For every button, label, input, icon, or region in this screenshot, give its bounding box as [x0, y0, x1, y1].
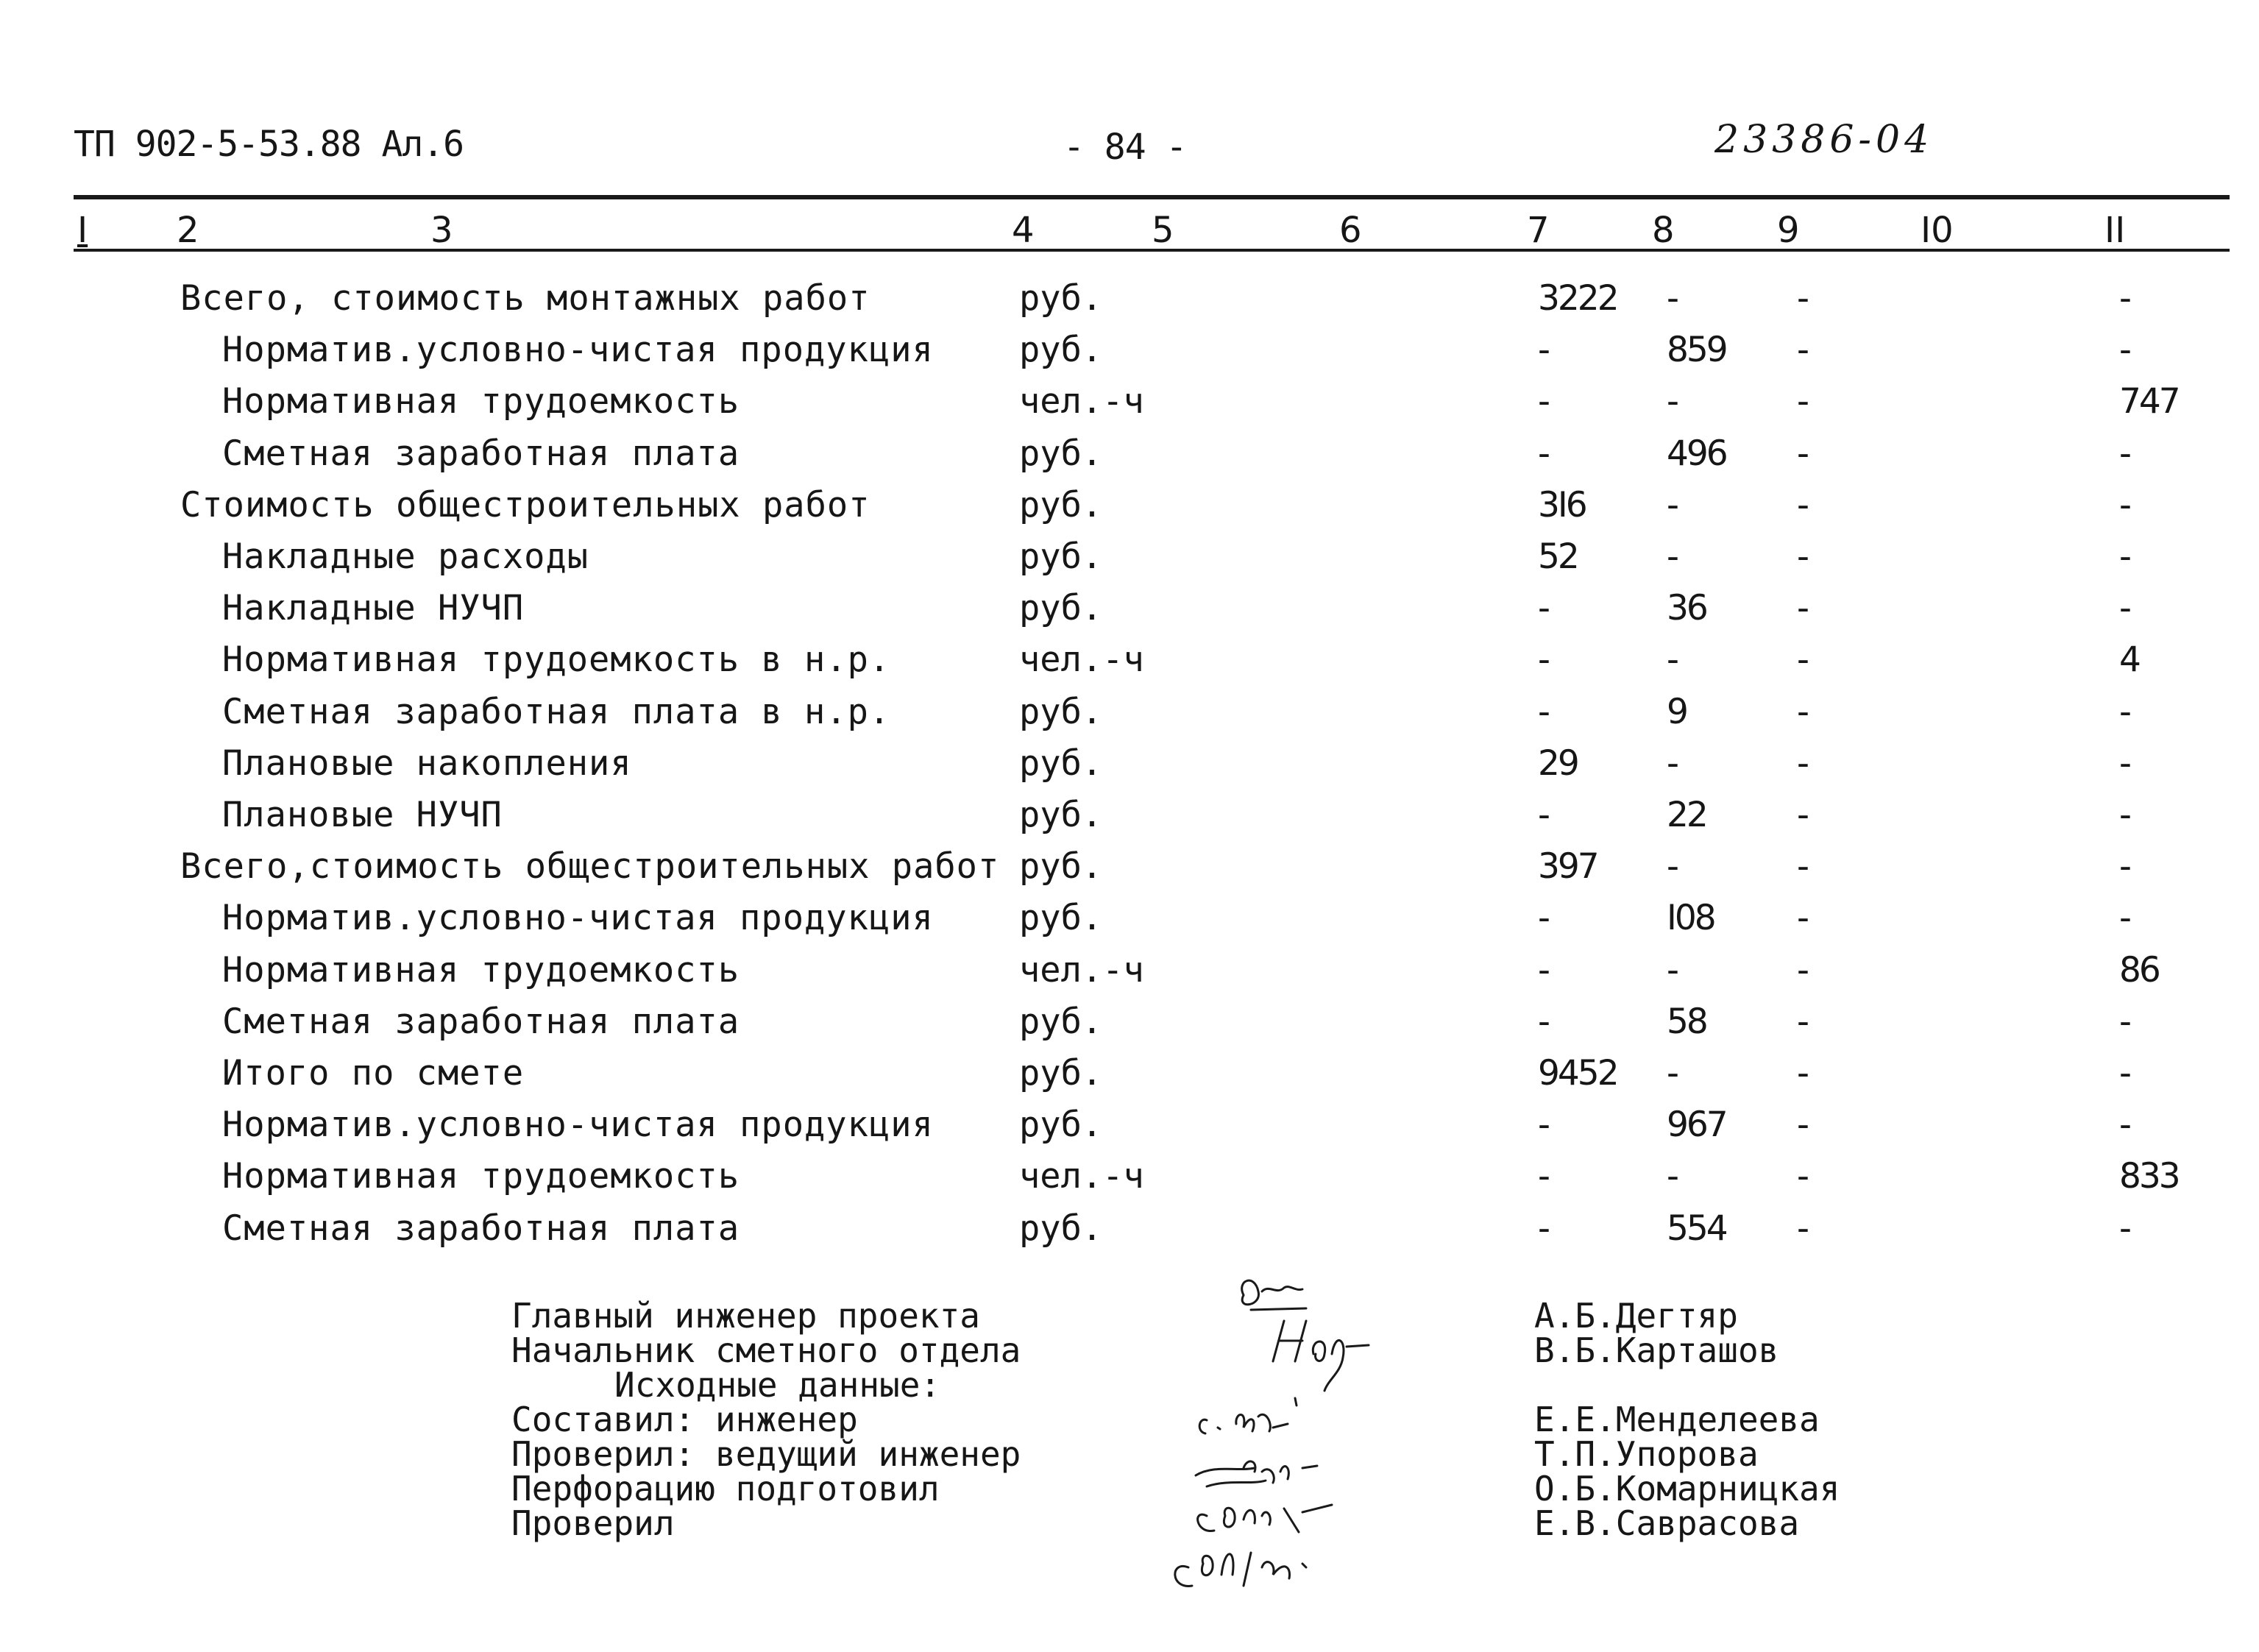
cell-col-7: -: [1538, 1105, 1548, 1146]
cell-col-11: -: [2119, 795, 2129, 835]
cell-col-8: -: [1667, 278, 1677, 319]
page-number: - 84 -: [1063, 127, 1187, 168]
cell-col-7: 52: [1538, 536, 1578, 577]
row-label: Нормативная трудоемкость в н.р.: [222, 639, 891, 681]
row-label: Плановые накопления: [222, 742, 632, 784]
row-unit: руб.: [1019, 742, 1103, 784]
column-number: I: [77, 210, 88, 251]
row-label: Накладные расходы: [222, 536, 589, 577]
cell-col-11: -: [2119, 433, 2129, 474]
row-label: Сметная заработная плата в н.р.: [222, 691, 891, 732]
row-unit: руб.: [1019, 278, 1103, 319]
column-number: 4: [1012, 210, 1035, 251]
compiled-name: Е.Е.Менделеева: [1534, 1400, 1820, 1439]
table-row: [0, 588, 2259, 639]
cell-col-7: 9452: [1538, 1053, 1617, 1093]
row-unit: руб.: [1019, 1105, 1103, 1146]
table-row: [0, 743, 2259, 795]
row-unit: руб.: [1019, 898, 1103, 939]
row-unit: руб.: [1019, 330, 1103, 371]
cell-col-7: -: [1538, 381, 1548, 422]
table-row: [0, 381, 2259, 433]
cell-col-9: -: [1797, 639, 1807, 681]
row-unit: руб.: [1019, 484, 1103, 525]
signature-names: [1534, 1296, 1840, 1543]
cell-col-11: -: [2119, 588, 2129, 629]
cell-col-9: -: [1797, 1156, 1807, 1197]
signature-labels: [511, 1296, 1021, 1543]
chief-engineer-label: Главный инженер проекта: [511, 1296, 980, 1336]
inventory-number: 23386-04: [1714, 118, 1934, 162]
cell-col-8: 22: [1667, 795, 1706, 835]
table-top-rule: [74, 195, 2230, 199]
cell-col-11: -: [2119, 846, 2129, 887]
cell-col-7: -: [1538, 639, 1548, 681]
cell-col-11: -: [2119, 691, 2129, 732]
cell-col-8: 859: [1667, 330, 1726, 371]
table-row: [0, 1105, 2259, 1156]
row-label: Итого по смете: [222, 1053, 525, 1093]
cell-col-8: -: [1667, 742, 1677, 784]
cell-col-9: -: [1797, 588, 1807, 629]
column-number: 9: [1777, 210, 1800, 251]
cell-col-7: -: [1538, 898, 1548, 939]
row-label: Стоимость общестроительных работ: [180, 484, 870, 525]
cell-col-7: -: [1538, 1156, 1548, 1197]
cell-col-7: -: [1538, 588, 1548, 629]
cell-col-9: -: [1797, 278, 1807, 319]
cell-col-11: -: [2119, 1208, 2129, 1249]
cell-col-8: 58: [1667, 1001, 1706, 1042]
cell-col-8: -: [1667, 639, 1677, 681]
table-row: [0, 692, 2259, 743]
cell-col-7: -: [1538, 1001, 1548, 1042]
row-label: Сметная заработная плата: [222, 1208, 740, 1249]
row-label: Всего, стоимость монтажных работ: [180, 278, 870, 319]
row-label: Всего,стоимость общестроительных работ: [180, 846, 1000, 887]
row-label: Норматив.условно-чистая продукция: [222, 1105, 934, 1146]
cell-col-9: -: [1797, 691, 1807, 732]
row-unit: руб.: [1019, 846, 1103, 887]
cell-col-7: 3I6: [1538, 484, 1586, 525]
cell-col-11: -: [2119, 742, 2129, 784]
source-data-label: Исходные данные:: [614, 1365, 941, 1405]
cell-col-9: -: [1797, 742, 1807, 784]
column-number: 6: [1339, 210, 1362, 251]
table-row: [0, 330, 2259, 381]
cell-col-11: -: [2119, 278, 2129, 319]
cell-col-11: 4: [2119, 639, 2139, 681]
row-unit: руб.: [1019, 588, 1103, 629]
row-unit: руб.: [1019, 795, 1103, 835]
cell-col-8: -: [1667, 536, 1677, 577]
cell-col-7: 3222: [1538, 278, 1617, 319]
row-label: Нормативная трудоемкость: [222, 949, 740, 990]
cell-col-8: I08: [1667, 898, 1714, 939]
checked-lead-label: Проверил: ведущий инженер: [511, 1434, 1021, 1474]
table-row: [0, 278, 2259, 330]
cell-col-11: -: [2119, 536, 2129, 577]
cell-col-8: -: [1667, 484, 1677, 525]
cell-col-7: -: [1538, 691, 1548, 732]
cell-col-9: -: [1797, 381, 1807, 422]
cell-col-7: 29: [1538, 742, 1578, 784]
dept-head-name: В.Б.Карташов: [1534, 1330, 1779, 1370]
handwritten-signatures: [1126, 1251, 1450, 1589]
table-row: [0, 536, 2259, 588]
column-number: I0: [1921, 210, 1954, 251]
cell-col-7: -: [1538, 330, 1548, 371]
cell-col-9: -: [1797, 433, 1807, 474]
cell-col-9: -: [1797, 1208, 1807, 1249]
checked-label: Проверил: [511, 1503, 675, 1543]
cell-col-8: -: [1667, 381, 1677, 422]
row-unit: чел.-ч: [1019, 1156, 1144, 1197]
row-label: Норматив.условно-чистая продукция: [222, 898, 934, 939]
checked-name: Е.В.Саврасова: [1534, 1503, 1800, 1543]
perforation-name: О.Б.Комарницкая: [1534, 1469, 1840, 1509]
table-row: [0, 1053, 2259, 1105]
cell-col-11: -: [2119, 484, 2129, 525]
cell-col-7: 397: [1538, 846, 1597, 887]
cell-col-9: -: [1797, 484, 1807, 525]
row-unit: руб.: [1019, 536, 1103, 577]
table-row: [0, 1156, 2259, 1208]
cell-col-9: -: [1797, 898, 1807, 939]
table-row: [0, 1002, 2259, 1053]
cell-col-7: -: [1538, 1208, 1548, 1249]
cell-col-11: 833: [2119, 1156, 2179, 1197]
cell-col-11: 747: [2119, 381, 2179, 422]
table-row: [0, 639, 2259, 691]
column-number: 8: [1652, 210, 1675, 251]
cell-col-11: 86: [2119, 949, 2159, 990]
row-unit: чел.-ч: [1019, 381, 1144, 422]
cell-col-8: -: [1667, 949, 1677, 990]
table-row: [0, 485, 2259, 536]
row-unit: руб.: [1019, 1208, 1103, 1249]
table-row: [0, 433, 2259, 485]
chief-engineer-name: А.Б.Дегтяр: [1534, 1296, 1738, 1336]
table-row: [0, 950, 2259, 1002]
cell-col-11: -: [2119, 1001, 2129, 1042]
cell-col-11: -: [2119, 1053, 2129, 1093]
cell-col-9: -: [1797, 846, 1807, 887]
column-number: 5: [1152, 210, 1174, 251]
column-number: II: [2104, 210, 2126, 251]
row-label: Нормативная трудоемкость: [222, 381, 740, 422]
cell-col-11: -: [2119, 898, 2129, 939]
cell-col-8: 967: [1667, 1105, 1726, 1146]
document-code: ТП 902-5-53.88 Ал.6: [74, 124, 464, 165]
cell-col-7: -: [1538, 433, 1548, 474]
checked-lead-name: Т.П.Упорова: [1534, 1434, 1759, 1474]
column-number: 3: [430, 210, 453, 251]
cell-col-8: -: [1667, 846, 1677, 887]
cell-col-9: -: [1797, 330, 1807, 371]
row-unit: руб.: [1019, 433, 1103, 474]
row-unit: руб.: [1019, 691, 1103, 732]
row-label: Норматив.условно-чистая продукция: [222, 330, 934, 371]
perforation-label: Перфорацию подготовил: [511, 1469, 940, 1509]
cell-col-8: 9: [1667, 691, 1687, 732]
cell-col-11: -: [2119, 1105, 2129, 1146]
row-unit: руб.: [1019, 1001, 1103, 1042]
column-number: 2: [177, 210, 199, 251]
cell-col-9: -: [1797, 1053, 1807, 1093]
row-label: Накладные НУЧП: [222, 588, 525, 629]
dept-head-label: Начальник сметного отдела: [511, 1330, 1021, 1370]
row-unit: чел.-ч: [1019, 639, 1144, 681]
cell-col-11: -: [2119, 330, 2129, 371]
table-row: [0, 898, 2259, 949]
cell-col-8: 554: [1667, 1208, 1726, 1249]
cell-col-8: -: [1667, 1053, 1677, 1093]
row-label: Плановые НУЧП: [222, 795, 503, 835]
column-number: 7: [1527, 210, 1550, 251]
row-label: Нормативная трудоемкость: [222, 1156, 740, 1197]
table-row: [0, 795, 2259, 846]
compiled-label: Составил: инженер: [511, 1400, 858, 1439]
table-row: [0, 846, 2259, 898]
cell-col-8: -: [1667, 1156, 1677, 1197]
cell-col-9: -: [1797, 1105, 1807, 1146]
cell-col-7: -: [1538, 795, 1548, 835]
cell-col-7: -: [1538, 949, 1548, 990]
row-label: Сметная заработная плата: [222, 433, 740, 474]
cell-col-9: -: [1797, 536, 1807, 577]
cell-col-9: -: [1797, 1001, 1807, 1042]
cell-col-8: 496: [1667, 433, 1726, 474]
cell-col-9: -: [1797, 949, 1807, 990]
cell-col-9: -: [1797, 795, 1807, 835]
cell-col-8: 36: [1667, 588, 1706, 629]
row-unit: руб.: [1019, 1053, 1103, 1093]
row-label: Сметная заработная плата: [222, 1001, 740, 1042]
row-unit: чел.-ч: [1019, 949, 1144, 990]
